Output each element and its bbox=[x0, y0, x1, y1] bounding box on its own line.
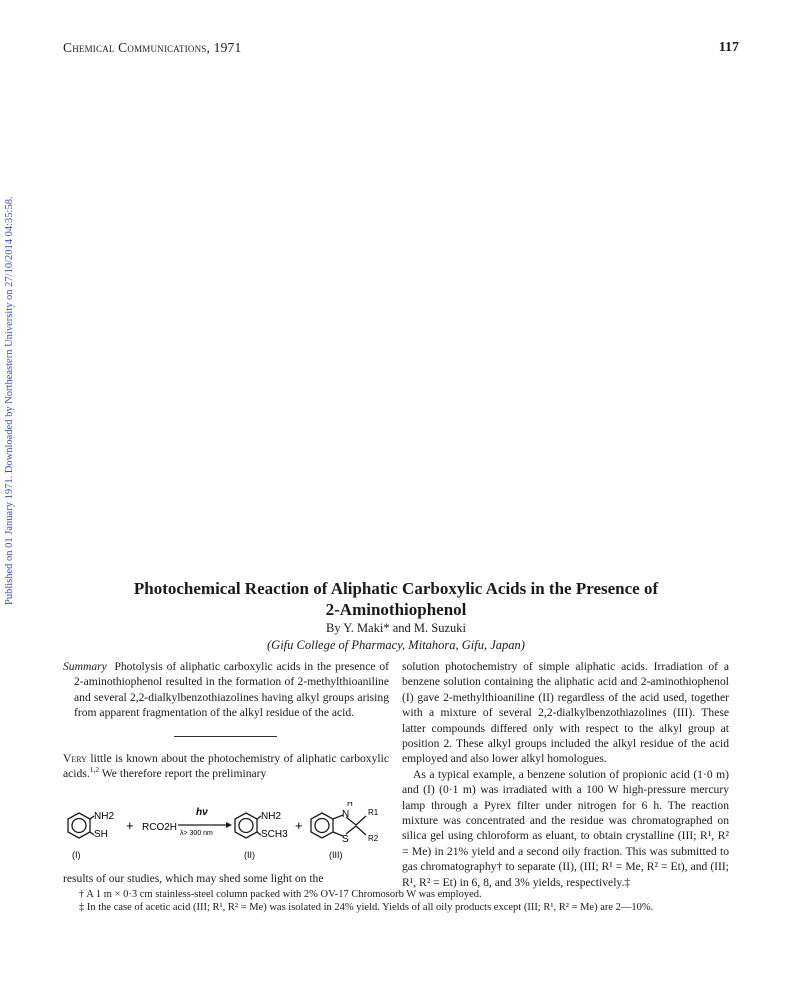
right-column bbox=[402, 659, 729, 890]
summary-block bbox=[63, 659, 389, 721]
cmpd1-nh2: NH2 bbox=[94, 811, 115, 822]
article-title bbox=[60, 578, 732, 620]
cmpd3-r1: R1 bbox=[368, 808, 379, 817]
cmpd2-nh2: NH2 bbox=[261, 811, 282, 822]
intro-paragraph bbox=[63, 751, 389, 782]
results-text: results of our studies, which may shed some light on the bbox=[63, 872, 324, 885]
title-line-1: Photochemical Reaction of Aliphatic Carboxylic Acids in the Presence of bbox=[133, 579, 659, 598]
cmpd2-sch3: SCH3 bbox=[261, 829, 288, 840]
intro-lead-word: Very bbox=[63, 752, 87, 765]
benzene-ring-1 bbox=[68, 813, 94, 838]
running-head-journal: Chemical Communications, 1971 bbox=[63, 40, 242, 55]
section-divider bbox=[174, 736, 277, 737]
reaction-scheme bbox=[66, 802, 396, 868]
hv-label: hν bbox=[196, 807, 208, 818]
wavelength-condition: λ> 300 nm bbox=[180, 830, 213, 837]
article-authors: By Y. Maki* and M. Suzuki bbox=[326, 621, 466, 635]
plus-sign-1: + bbox=[126, 818, 134, 833]
cmpd3-n: N bbox=[342, 809, 350, 820]
footnote-2: ‡ In the case of acetic acid (III; R¹, R² = Me) was isolated in 24% yield. Yields of all oily products except (III; R¹, R² = Me) are 2—10%. bbox=[79, 901, 654, 913]
page-number: 117 bbox=[718, 40, 739, 55]
cmpd3-s: S bbox=[342, 834, 349, 845]
benzene-ring-2 bbox=[235, 813, 261, 838]
intro-text: little is known about the photochemistry of aliphatic carboxylic acids. bbox=[63, 752, 389, 781]
article-affiliation: (Gifu College of Pharmacy, Mitahora, Gifu, Japan) bbox=[267, 638, 525, 652]
summary-text: Photolysis of aliphatic carboxylic acids in the presence of 2-aminothiophenol resulted in the formation of 2-methylthioaniline and several 2,2-dialkylbenzothiazolines having alkyl groups arising from apparent fragmentation of the alkyl residue of the acid. bbox=[74, 660, 389, 720]
intro-text-2: We therefore report the preliminary bbox=[99, 767, 267, 781]
summary-label: Summary bbox=[63, 660, 107, 673]
results-line bbox=[63, 871, 389, 886]
footnote-1: † A 1 m × 0·3 cm stainless-steel column packed with 2% OV-17 Chromosorb W was employed. bbox=[79, 889, 482, 900]
footnotes bbox=[63, 889, 729, 914]
plus-sign-2: + bbox=[295, 818, 303, 833]
compound-label-2: (II) bbox=[244, 850, 255, 860]
reagent-acid: RCO2H bbox=[142, 822, 178, 833]
compound-label-1: (I) bbox=[72, 850, 81, 860]
compound-label-3: (III) bbox=[329, 850, 343, 860]
intro-refs: 1,2 bbox=[89, 765, 100, 775]
right-para-2: As a typical example, a benzene solution of propionic acid (1·0 m) and (I) (0·1 m) was irradiated with a 100 W high-pressure mercury lamp through a Pyrex filter under nitrogen for 6 h. The reaction mixture was concentrated and the residue was chromatographed on silica gel using chloroform as eluant, to obtain crystalline (III; R¹, R² = Me) in 21% yield and a second oily fraction. This was submitted to gas chromatography† to separate (II), (III; R¹ = Me, R² = Et), and (III; R¹, R² = Et) in 6, 8, and 3% yields, respectively.‡ bbox=[402, 767, 729, 889]
download-notice[interactable]: Published on 01 January 1971. Downloaded by Northeastern University on 27/10/2014 04:35:58. bbox=[4, 196, 15, 605]
right-para-1: solution photochemistry of simple aliphatic acids. Irradiation of a benzene solution containing the aliphatic acid and 2-aminothiophenol (I) gave 2-methylthioaniline (II) regardless of the acid used, together with a mixture of several 2,2-dialkylbenzothiazolines (III). These latter compounds differed only with respect to the alkyl group at position 2. These alkyl groups included the alkyl residue of the acid employed and also lower alkyl homologues. bbox=[402, 660, 729, 766]
cmpd3-r2: R2 bbox=[368, 834, 379, 843]
arrow-head bbox=[226, 822, 232, 828]
cmpd3-h: H bbox=[347, 802, 353, 808]
cmpd1-sh: SH bbox=[94, 829, 108, 840]
title-line-2: 2-Aminothiophenol bbox=[325, 600, 467, 619]
benzothiazoline-ring bbox=[311, 813, 366, 838]
